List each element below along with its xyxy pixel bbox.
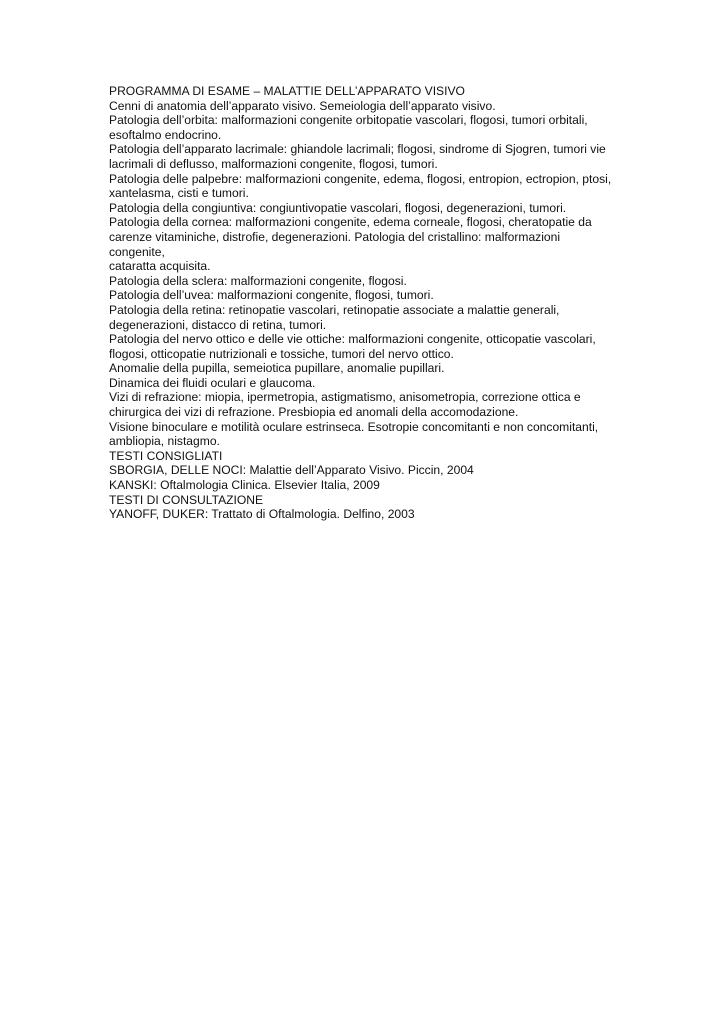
text-line: Patologia della sclera: malformazioni congenite, flogosi. <box>109 273 407 288</box>
text-line: Vizi di refrazione: miopia, ipermetropia, astigmatismo, anisometropia, correzione ottica e <box>109 390 581 405</box>
text-line: Patologia dell’orbita: malformazioni congenite orbitopatie vascolari, flogosi, tumori orbitali, <box>109 113 588 128</box>
document-text <box>109 84 629 522</box>
text-line: degenerazioni, distacco di retina, tumori. <box>109 317 327 332</box>
reference-item: YANOFF, DUKER: Trattato di Oftalmologia. Delfino, 2003 <box>109 507 415 522</box>
text-line: Patologia della congiuntiva: congiuntivopatie vascolari, flogosi, degenerazioni, tumori. <box>109 200 567 215</box>
text-line: esoftalmo endocrino. <box>109 127 222 142</box>
text-line: Patologia della retina: retinopatie vascolari, retinopatie associate a malattie generali, <box>109 302 560 317</box>
text-line: flogosi, otticopatie nutrizionali e tossiche, tumori del nervo ottico. <box>109 346 454 361</box>
text-line: Visione binoculare e motilità oculare estrinseca. Esotropie concomitanti e non concomitanti, <box>109 419 599 434</box>
text-line: Anomalie della pupilla, semeiotica pupillare, anomalie pupillari. <box>109 361 445 376</box>
text-line: congenite, <box>109 244 165 259</box>
text-line: Patologia dell’uvea: malformazioni congenite, flogosi, tumori. <box>109 288 434 303</box>
text-line: Patologia delle palpebre: malformazioni congenite, edema, flogosi, entropion, ectropion, ptosi, <box>109 171 612 186</box>
text-line: carenze vitaminiche, distrofie, degenerazioni. Patologia del cristallino: malformazioni <box>109 229 561 244</box>
text-line: ambliopia, nistagmo. <box>109 434 220 449</box>
section-heading: TESTI CONSIGLIATI <box>109 448 223 463</box>
text-line: Dinamica dei fluidi oculari e glaucoma. <box>109 375 316 390</box>
text-line: cataratta acquisita. <box>109 259 211 274</box>
text-line: lacrimali di deflusso, malformazioni congenite, flogosi, tumori. <box>109 156 438 171</box>
section-heading: TESTI DI CONSULTAZIONE <box>109 492 264 507</box>
text-line: Cenni di anatomia dell’apparato visivo. Semeiologia dell’apparato visivo. <box>109 98 496 113</box>
document-title: PROGRAMMA DI ESAME – MALATTIE DELL’APPARATO VISIVO <box>109 84 465 98</box>
reference-item: SBORGIA, DELLE NOCI: Malattie dell’Apparato Visivo. Piccin, 2004 <box>109 463 474 478</box>
text-line: Patologia dell’apparato lacrimale: ghiandole lacrimali; flogosi, sindrome di Sjogren, tumori vie <box>109 142 606 157</box>
text-line: Patologia del nervo ottico e delle vie ottiche: malformazioni congenite, otticopatie vascolari, <box>109 332 596 347</box>
text-line: Patologia della cornea: malformazioni congenite, edema corneale, flogosi, cheratopatie da <box>109 215 592 230</box>
text-line: xantelasma, cisti e tumori. <box>109 186 249 201</box>
text-line: chirurgica dei vizi di refrazione. Presbiopia ed anomali della accomodazione. <box>109 405 519 420</box>
reference-item: KANSKI: Oftalmologia Clinica. Elsevier Italia, 2009 <box>109 478 380 493</box>
